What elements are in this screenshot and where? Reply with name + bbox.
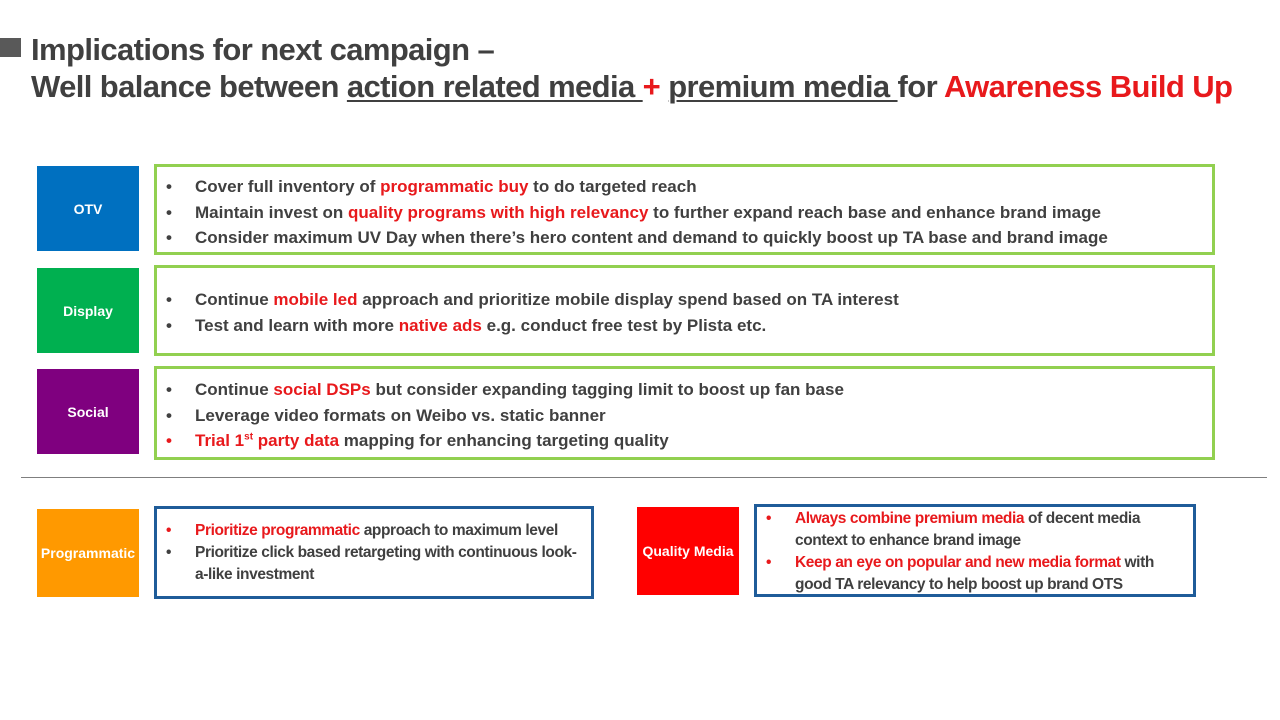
- title-line-1: Implications for next campaign –: [31, 32, 495, 67]
- social-bullet-1: • Continue social DSPs but consider expanding tagging limit to boost up fan base: [157, 377, 1212, 403]
- social-bullet-3: • Trial 1st party data mapping for enhancing targeting quality: [157, 428, 1212, 454]
- social-tag: Social: [37, 369, 139, 454]
- otv-tag: OTV: [37, 166, 139, 251]
- programmatic-tag: Programmatic: [37, 509, 139, 597]
- quality-media-tag: Quality Media: [637, 507, 739, 595]
- programmatic-box: [154, 506, 594, 599]
- otv-box: [154, 164, 1215, 255]
- otv-bullet-2: • Maintain invest on quality programs with high relevancy to further expand reach base and enhance brand image: [157, 200, 1212, 226]
- display-bullet-1: • Continue mobile led approach and prioritize mobile display spend based on TA interest: [157, 287, 1212, 313]
- otv-bullet-1: • Cover full inventory of programmatic buy to do targeted reach: [157, 174, 1212, 200]
- programmatic-bullets: [157, 520, 591, 586]
- quality-media-bullet-1: • Always combine premium media of decent media context to enhance brand image: [757, 508, 1163, 552]
- social-box: [154, 366, 1215, 460]
- title-line-2: [31, 68, 1271, 105]
- title-action-media: action related media: [346, 69, 643, 104]
- quality-media-bullets: [757, 508, 1193, 596]
- title-for: for: [897, 69, 944, 104]
- quality-media-bullet-2: • Keep an eye on popular and new media format with good TA relevancy to help boost up brand OTS: [757, 552, 1163, 596]
- programmatic-bullet-2: • Prioritize click based retargeting with continuous look-a-like investment: [157, 542, 585, 586]
- title-highlight: Awareness Build Up: [943, 69, 1233, 104]
- page-title: [31, 31, 1271, 105]
- otv-bullets: [157, 174, 1212, 251]
- quality-media-box: [754, 504, 1196, 597]
- title-marker: [0, 38, 21, 57]
- title-plus: +: [642, 69, 661, 104]
- title-premium-media: premium media: [668, 69, 898, 104]
- display-bullets: [157, 287, 1212, 338]
- display-tag: Display: [37, 268, 139, 353]
- title-prefix: Well balance between: [31, 69, 347, 104]
- display-box: [154, 265, 1215, 356]
- social-bullet-2: • Leverage video formats on Weibo vs. static banner: [157, 403, 1212, 429]
- section-divider: [21, 477, 1267, 478]
- otv-bullet-3: • Consider maximum UV Day when there’s hero content and demand to quickly boost up TA base and brand image: [157, 225, 1212, 251]
- display-bullet-2: • Test and learn with more native ads e.g. conduct free test by Plista etc.: [157, 313, 1212, 339]
- social-bullets: [157, 377, 1212, 454]
- programmatic-bullet-1: • Prioritize programmatic approach to maximum level: [157, 520, 585, 542]
